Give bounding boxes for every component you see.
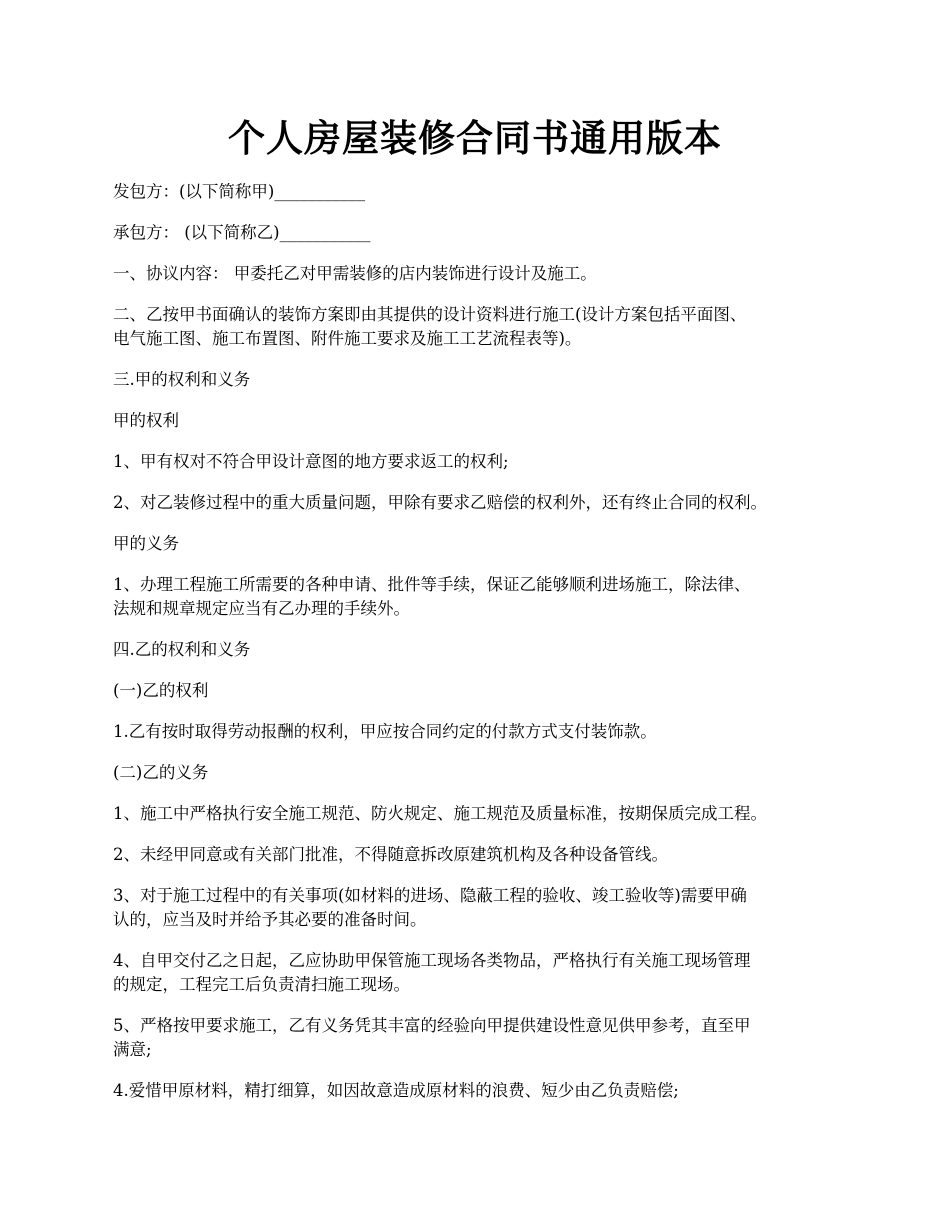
paragraph — [113, 450, 848, 474]
document-title: 个人房屋装修合同书通用版本 — [228, 116, 722, 160]
paragraph — [113, 532, 848, 556]
paragraph-line: 甲的权利 — [113, 411, 179, 430]
paragraph-line: 4.爱惜甲原材料，精打细算，如因故意造成原材料的浪费、短少由乙负责赔偿; — [113, 1081, 679, 1100]
document-page — [113, 0, 848, 1120]
paragraph-line: 发包方：(以下简称甲)___________ — [113, 182, 366, 201]
document-body — [113, 180, 848, 1103]
paragraph-line: 的规定，工程完工后负责清扫施工现场。 — [113, 975, 410, 994]
paragraph — [113, 573, 848, 621]
paragraph — [113, 949, 848, 997]
paragraph — [113, 802, 848, 826]
paragraph-line: 1、甲有权对不符合甲设计意图的地方要求返工的权利; — [113, 452, 509, 471]
paragraph-line: (二)乙的义务 — [113, 763, 209, 782]
paragraph-line: 2、对乙装修过程中的重大质量问题，甲除有要求乙赔偿的权利外，还有终止合同的权利。 — [113, 493, 767, 512]
paragraph-line: 甲的义务 — [113, 534, 179, 553]
paragraph — [113, 262, 848, 286]
paragraph-line: 认的，应当及时并给予其必要的准备时间。 — [113, 910, 427, 929]
paragraph-line: 1、施工中严格执行安全施工规范、防火规定、施工规范及质量标准，按期保质完成工程。 — [113, 804, 767, 823]
paragraph-line: 电气施工图、施工布置图、附件施工要求及施工工艺流程表等)。 — [113, 329, 582, 348]
paragraph — [113, 221, 848, 245]
paragraph — [113, 303, 848, 351]
paragraph — [113, 180, 848, 204]
paragraph — [113, 1014, 848, 1062]
paragraph-line: 三.甲的权利和义务 — [113, 370, 251, 389]
paragraph-line: (一)乙的权利 — [113, 681, 209, 700]
paragraph — [113, 1079, 848, 1103]
paragraph-line: 4、自甲交付乙之日起，乙应协助甲保管施工现场各类物品，严格执行有关施工现场管理 — [113, 951, 751, 970]
paragraph-line: 一、协议内容： 甲委托乙对甲需装修的店内装饰进行设计及施工。 — [113, 264, 597, 283]
paragraph — [113, 761, 848, 785]
paragraph — [113, 884, 848, 932]
paragraph-line: 满意; — [113, 1040, 152, 1059]
paragraph — [113, 679, 848, 703]
paragraph-line: 2、未经甲同意或有关部门批准，不得随意拆改原建筑机构及各种设备管线。 — [113, 845, 668, 864]
paragraph-line: 二、乙按甲书面确认的装饰方案即由其提供的设计资料进行施工(设计方案包括平面图、 — [113, 305, 747, 324]
paragraph-line: 3、对于施工过程中的有关事项(如材料的进场、隐蔽工程的验收、竣工验收等)需要甲确 — [113, 886, 747, 905]
paragraph-line: 四.乙的权利和义务 — [113, 640, 251, 659]
paragraph-line: 5、严格按甲要求施工，乙有义务凭其丰富的经验向甲提供建设性意见供甲参考，直至甲 — [113, 1016, 751, 1035]
paragraph — [113, 720, 848, 744]
paragraph-line: 1、办理工程施工所需要的各种申请、批件等手续，保证乙能够顺利进场施工，除法律、 — [113, 575, 751, 594]
paragraph — [113, 843, 848, 867]
paragraph — [113, 491, 848, 515]
paragraph-line: 承包方： (以下简称乙)___________ — [113, 223, 371, 242]
paragraph-line: 法规和规章规定应当有乙办理的手续外。 — [113, 599, 410, 618]
paragraph — [113, 368, 848, 392]
paragraph — [113, 409, 848, 433]
paragraph-line: 1.乙有按时取得劳动报酬的权利，甲应按合同约定的付款方式支付装饰款。 — [113, 722, 657, 741]
paragraph — [113, 638, 848, 662]
